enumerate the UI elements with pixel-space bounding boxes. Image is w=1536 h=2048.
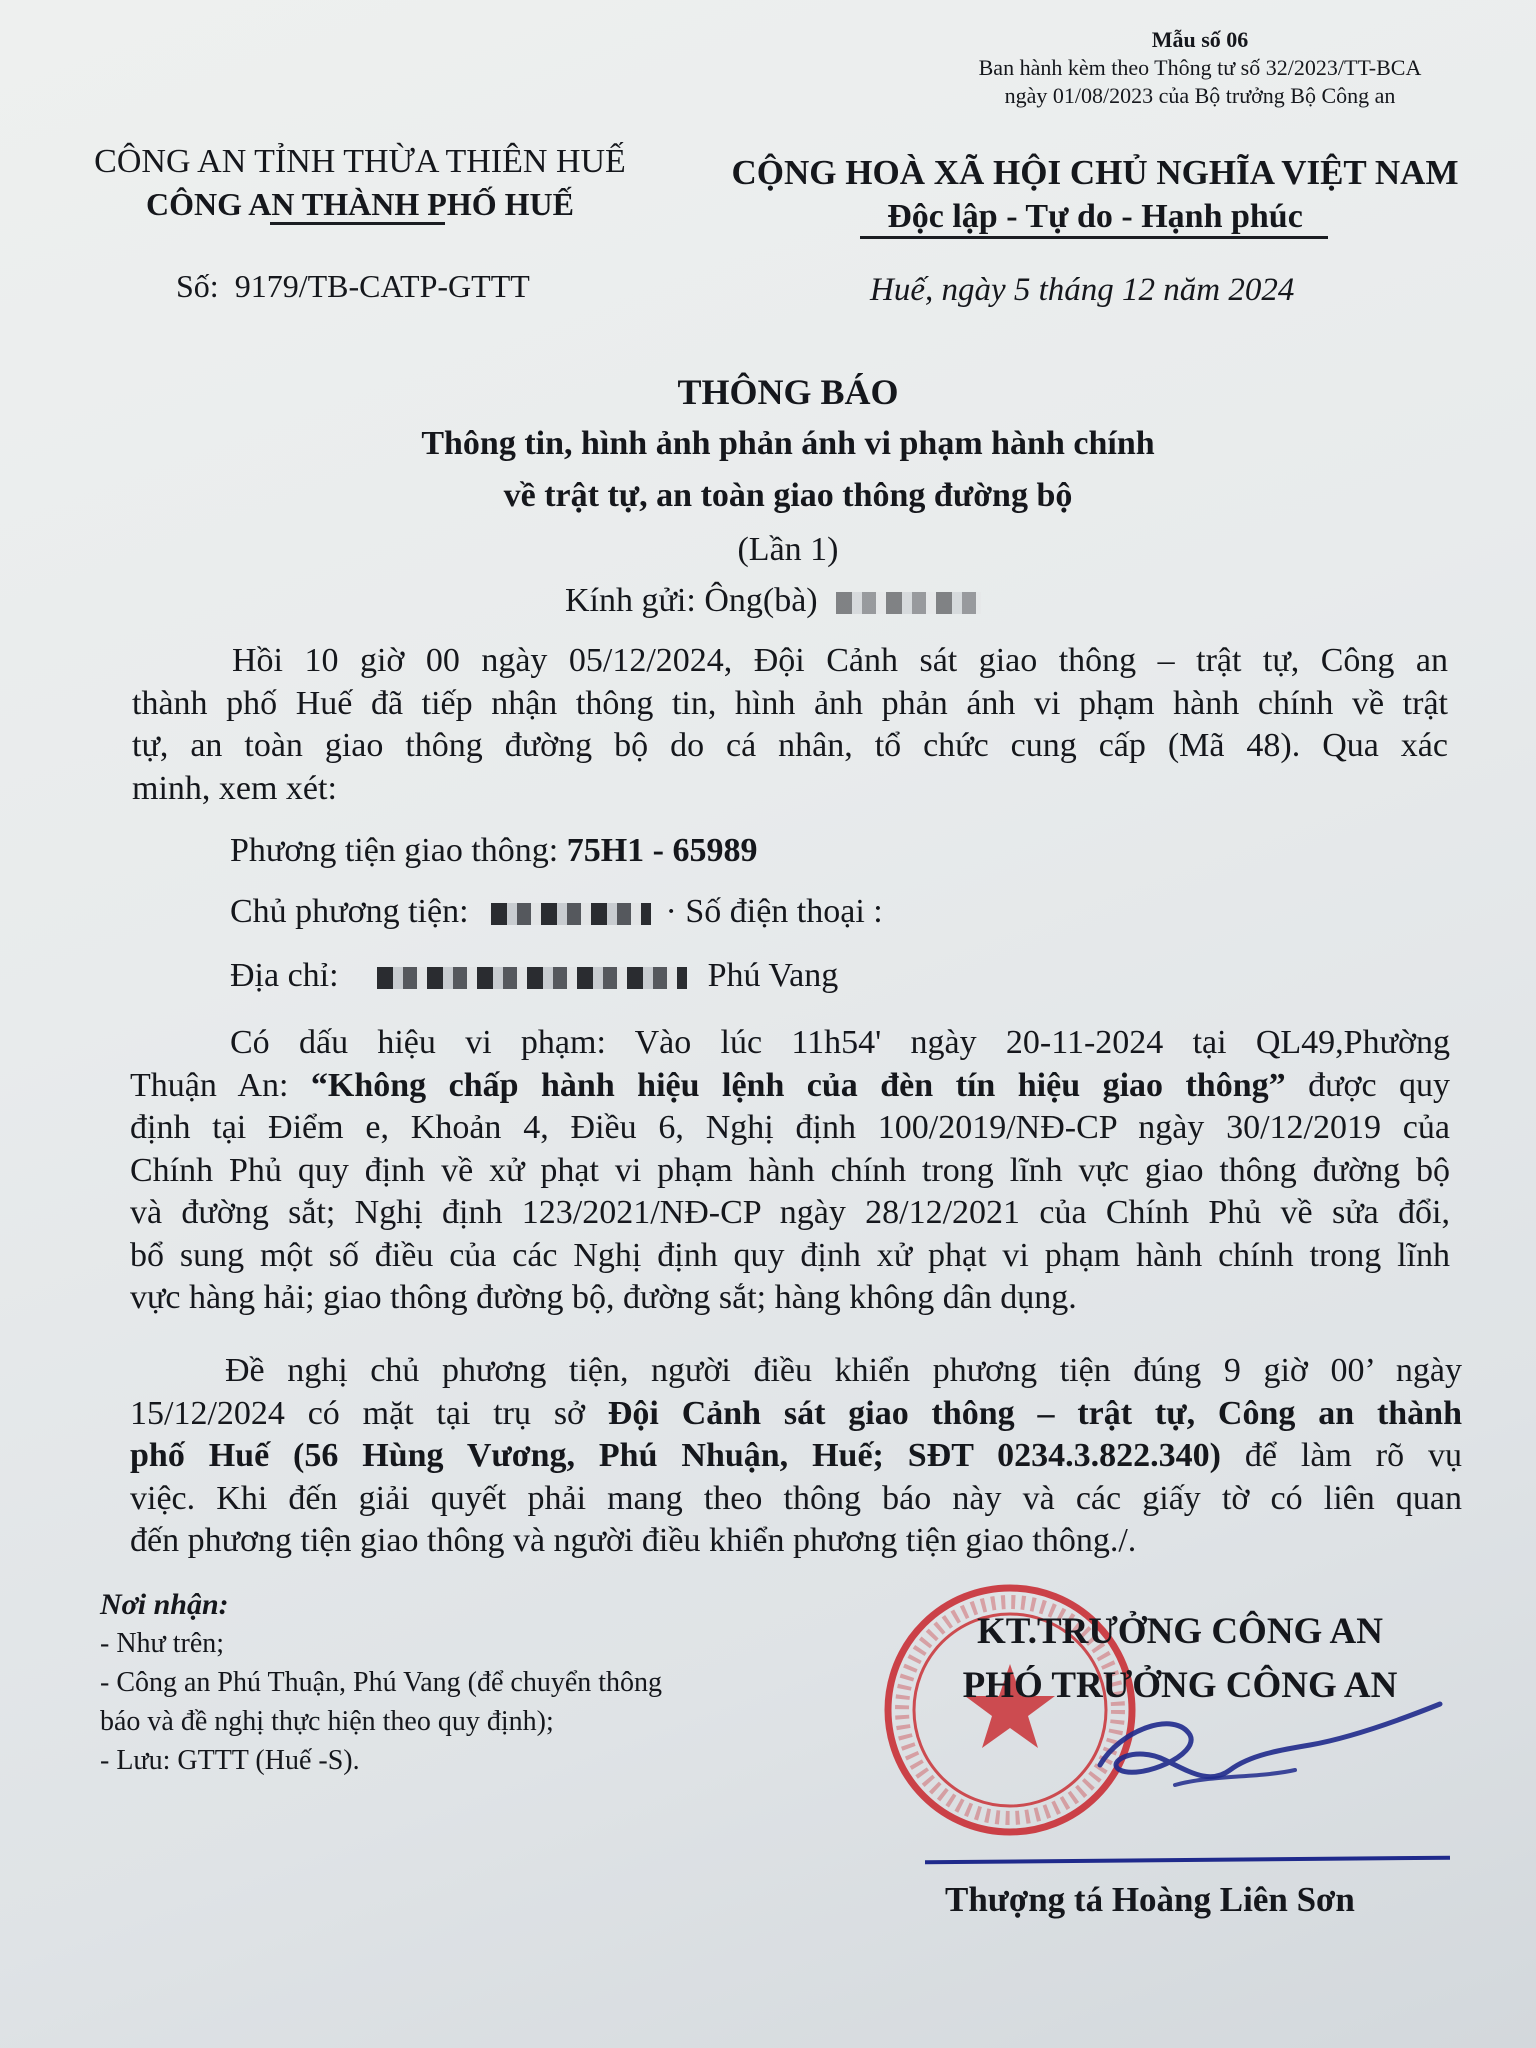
agency-parent: CÔNG AN TỈNH THỪA THIÊN HUẾ <box>94 143 626 180</box>
redacted-recipient <box>836 592 981 614</box>
handwritten-signature <box>1080 1690 1460 1810</box>
violation-line: Có dấu hiệu vi phạm: Vào lúc 11h54' ngày 20-11-2024 tại QL49,Phường <box>230 1024 1450 1061</box>
doc-number: Số: 9179/TB-CATP-GTTT <box>176 268 530 304</box>
violation-line: Thuận An: “Không chấp hành hiệu lệnh của đèn tín hiệu giao thông” được quy <box>130 1066 1451 1104</box>
country-name: CỘNG HOÀ XÃ HỘI CHỦ NGHĨA VIỆT NAM <box>731 153 1459 192</box>
violation-line: và đường sắt; Nghị định 123/2021/NĐ-CP ngày 28/12/2021 của Chính Phủ về sửa đổi, <box>130 1194 1450 1231</box>
header-right <box>715 150 1475 238</box>
redacted-address <box>377 967 687 989</box>
form-reference <box>900 26 1500 110</box>
recipient-item: báo và đề nghị thực hiện theo quy định); <box>100 1706 554 1737</box>
owner-line: Chủ phương tiện: · Số điện thoại : <box>230 893 883 930</box>
recipient-line: Kính gửi: Ông(bà) <box>565 582 981 620</box>
recipient-item: - Công an Phú Thuận, Phú Vang (để chuyển thông <box>100 1667 663 1698</box>
redacted-owner <box>491 903 651 925</box>
header-left <box>60 140 660 224</box>
request-line: phố Huế (56 Hùng Vương, Phú Nhuận, Huế; SĐT 0234.3.822.340) để làm rõ vụ <box>130 1437 1462 1474</box>
request-line: đến phương tiện giao thông và người điều khiển phương tiện giao thông./. <box>130 1522 1137 1559</box>
request-paragraph <box>130 1350 1462 1563</box>
recipient-item: - Lưu: GTTT (Huế -S). <box>100 1745 360 1776</box>
recipients-block <box>100 1585 820 1780</box>
recipient-item: - Như trên; <box>100 1628 225 1659</box>
request-line: việc. Khi đến giải quyết phải mang theo thông báo này và các giấy tờ có liên quan <box>130 1479 1462 1517</box>
motto-underline <box>860 236 1328 239</box>
intro-line: thành phố Huế đã tiếp nhận thông tin, hình ảnh phản ánh vi phạm hành chính về trật <box>132 684 1448 722</box>
motto: Độc lập - Tự do - Hạnh phúc <box>887 198 1303 235</box>
round-number: (Lần 1) <box>737 531 839 568</box>
vehicle-plate: 75H1 - 65989 <box>566 832 758 869</box>
request-line: 15/12/2024 có mặt tại trụ sở Đội Cảnh sát giao thông – trật tự, Công an thành <box>130 1394 1462 1432</box>
violation-line: vực hàng hải; giao thông đường bộ, đường sắt; hàng không dân dụng. <box>130 1279 1077 1316</box>
intro-paragraph <box>132 640 1448 810</box>
doc-subtitle-1: Thông tin, hình ảnh phản ánh vi phạm hành chính <box>421 425 1155 462</box>
violation-paragraph <box>130 1022 1450 1320</box>
recipients-heading: Nơi nhận: <box>100 1588 229 1621</box>
agency-underline <box>270 222 445 225</box>
intro-line: minh, xem xét: <box>132 769 337 807</box>
doc-subtitle-2: về trật tự, an toàn giao thông đường bộ <box>503 477 1073 514</box>
signer-name: Thượng tá Hoàng Liên Sơn <box>945 1880 1355 1919</box>
form-issued-date: ngày 01/08/2023 của Bộ trưởng Bộ Công an <box>1004 83 1396 108</box>
form-issued-with: Ban hành kèm theo Thông tư số 32/2023/TT-BCA <box>978 55 1422 80</box>
intro-line: Hồi 10 giờ 00 ngày 05/12/2024, Đội Cảnh sát giao thông – trật tự, Công an <box>232 642 1448 679</box>
agency-name: CÔNG AN THÀNH PHỐ HUẾ <box>146 186 574 222</box>
signature-title-2: PHÓ TRƯỞNG CÔNG AN <box>962 1665 1398 1706</box>
intro-line: tự, an toàn giao thông đường bộ do cá nhân, tổ chức cung cấp (Mã 48). Qua xác <box>132 727 1448 764</box>
violation-line: định tại Điểm e, Khoản 4, Điều 6, Nghị định 100/2019/NĐ-CP ngày 30/12/2019 của <box>130 1109 1450 1146</box>
title-block <box>200 366 1376 578</box>
doc-title: THÔNG BÁO <box>677 372 899 412</box>
place-date: Huế, ngày 5 tháng 12 năm 2024 <box>870 272 1295 308</box>
violation-line: Chính Phủ quy định về xử phạt vi phạm hành chính trong lĩnh vực giao thông đường bộ <box>130 1151 1450 1189</box>
signature-underline <box>925 1856 1450 1865</box>
violation-line: bổ sung một số điều của các Nghị định quy định xử phạt vi phạm hành chính trong lĩnh <box>130 1236 1450 1274</box>
vehicle-line: Phương tiện giao thông: 75H1 - 65989 <box>230 832 758 869</box>
form-number: Mẫu số 06 <box>1151 27 1249 52</box>
request-line: Đề nghị chủ phương tiện, người điều khiển phương tiện đúng 9 giờ 00’ ngày <box>225 1352 1462 1389</box>
signature-title-1: KT.TRƯỞNG CÔNG AN <box>977 1611 1383 1652</box>
address-line: Địa chỉ: Phú Vang <box>230 957 839 994</box>
